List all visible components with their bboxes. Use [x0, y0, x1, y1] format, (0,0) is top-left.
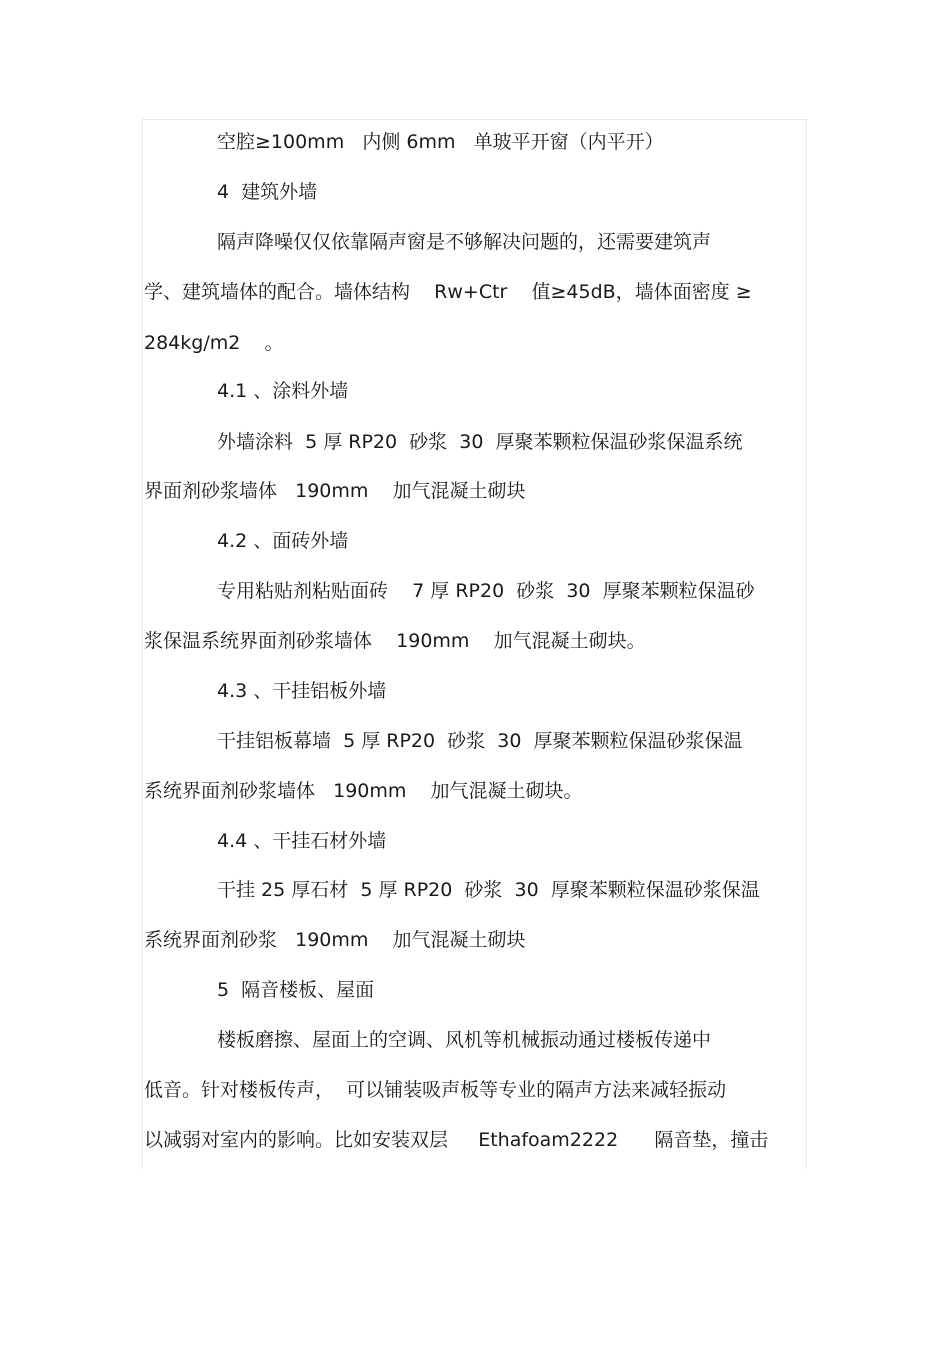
paragraph-line: 浆保温系统界面剂砂浆墙体 190mm 加气混凝土砌块。	[144, 630, 646, 652]
paragraph-line: 学、建筑墙体的配合。墙体结构 Rw+Ctr 值≥45dB，墙体面密度 ≥	[144, 281, 752, 303]
heading-stone-wall: 4.4 、干挂石材外墙	[217, 830, 387, 852]
paragraph-line: 系统界面剂砂浆 190mm 加气混凝土砌块	[144, 929, 526, 951]
heading-exterior-wall: 4 建筑外墙	[217, 181, 318, 203]
text-line-window-spec: 空腔≥100mm 内侧 6mm 单玻平开窗（内平开）	[217, 131, 664, 153]
paragraph-line: 干挂铝板幕墙 5 厚 RP20 砂浆 30 厚聚苯颗粒保温砂浆保温	[217, 730, 743, 752]
paragraph-line: 外墙涂料 5 厚 RP20 砂浆 30 厚聚苯颗粒保温砂浆保温系统	[217, 431, 743, 453]
heading-tile-wall: 4.2 、面砖外墙	[217, 530, 349, 552]
heading-soundproof-floor: 5 隔音楼板、屋面	[217, 979, 375, 1001]
heading-aluminum-wall: 4.3 、干挂铝板外墙	[217, 680, 387, 702]
paragraph-line: 系统界面剂砂浆墙体 190mm 加气混凝土砌块。	[144, 780, 583, 802]
paragraph-line: 低音。针对楼板传声， 可以铺装吸声板等专业的隔声方法来减轻振动	[144, 1079, 727, 1101]
paragraph-line: 以减弱对室内的影响。比如安装双层 Ethafoam2222 隔音垫，撞击	[144, 1129, 769, 1151]
paragraph-line: 干挂 25 厚石材 5 厚 RP20 砂浆 30 厚聚苯颗粒保温砂浆保温	[217, 879, 760, 901]
paragraph-line: 楼板磨擦、屋面上的空调、风机等机械振动通过楼板传递中	[217, 1029, 712, 1051]
paragraph-line: 284kg/m2 。	[144, 332, 284, 354]
paragraph-line: 专用粘贴剂粘贴面砖 7 厚 RP20 砂浆 30 厚聚苯颗粒保温砂	[217, 580, 755, 602]
paragraph-line: 界面剂砂浆墙体 190mm 加气混凝土砌块	[144, 480, 526, 502]
heading-paint-wall: 4.1 、涂料外墙	[217, 380, 349, 402]
paragraph-line: 隔声降噪仅仅依靠隔声窗是不够解决问题的，还需要建筑声	[217, 231, 712, 253]
